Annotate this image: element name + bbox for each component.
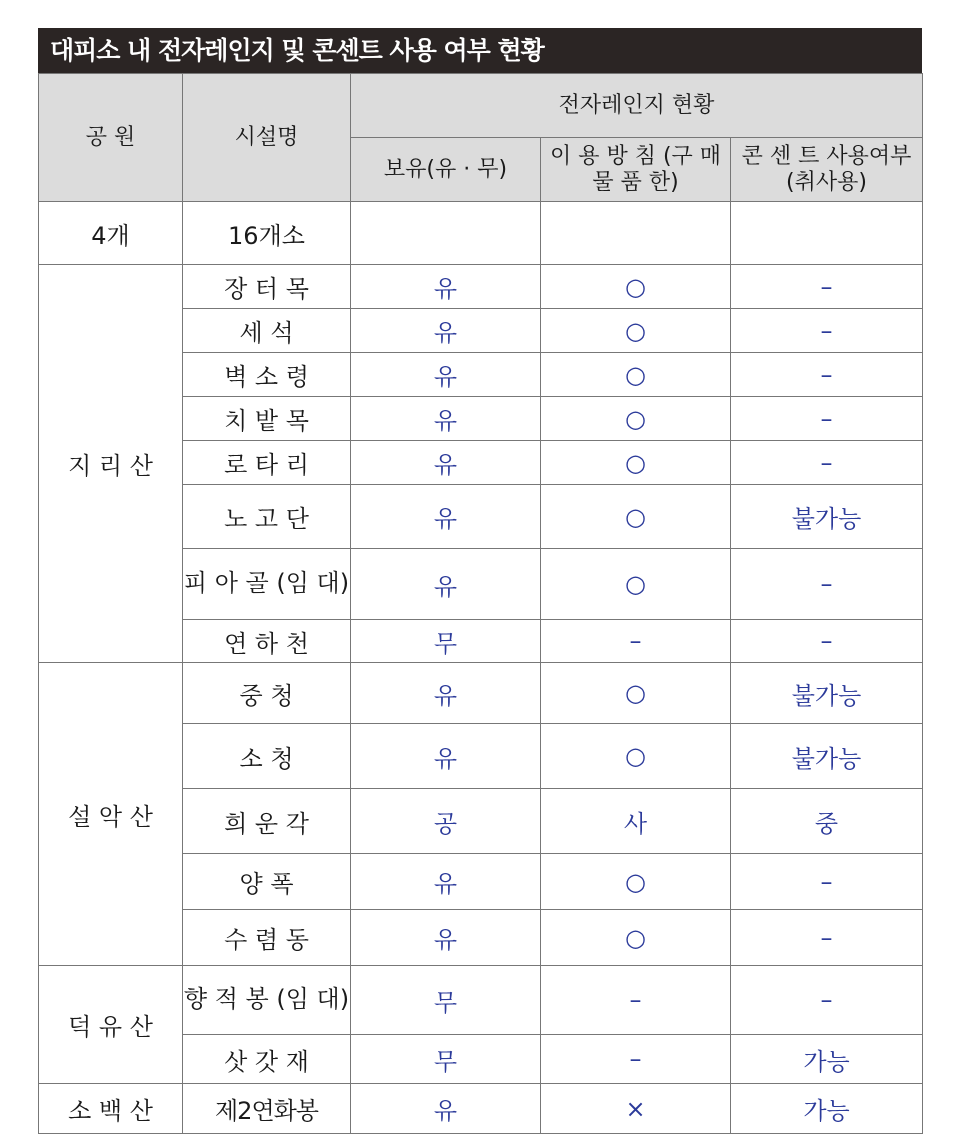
park-cell: 지 리 산 — [39, 265, 183, 663]
policy-cell: ○ — [541, 441, 731, 485]
own-cell: 유 — [351, 724, 541, 789]
outlet-cell: – — [731, 441, 923, 485]
outlet-cell: 중 — [731, 789, 923, 854]
table-row — [39, 663, 923, 724]
outlet-cell: – — [731, 966, 923, 1035]
own-cell: 유 — [351, 854, 541, 910]
policy-cell: – — [541, 620, 731, 663]
outlet-cell: 불가능 — [731, 724, 923, 789]
table-row — [39, 1084, 923, 1134]
facility-cell: 삿 갓 재 — [183, 1035, 351, 1084]
policy-cell: ○ — [541, 397, 731, 441]
policy-cell: 사 — [541, 789, 731, 854]
summary-row — [39, 202, 923, 265]
own-cell: 유 — [351, 1084, 541, 1134]
own-cell: 유 — [351, 397, 541, 441]
policy-cell: ○ — [541, 265, 731, 309]
header-policy: 이 용 방 침 (구 매 물 품 한) — [541, 138, 731, 202]
outlet-cell: 불가능 — [731, 663, 923, 724]
facility-cell: 장 터 목 — [183, 265, 351, 309]
policy-cell: ○ — [541, 854, 731, 910]
own-cell: 유 — [351, 549, 541, 620]
status-table — [38, 73, 923, 1134]
facility-cell: 피 아 골 (임 대) — [183, 549, 351, 620]
own-cell: 유 — [351, 910, 541, 966]
policy-cell: – — [541, 1035, 731, 1084]
own-cell: 무 — [351, 966, 541, 1035]
policy-cell: × — [541, 1084, 731, 1134]
header-microwave-group: 전자레인지 현황 — [351, 74, 923, 138]
own-cell: 유 — [351, 485, 541, 549]
own-cell: 유 — [351, 309, 541, 353]
outlet-cell: – — [731, 910, 923, 966]
facility-cell: 벽 소 령 — [183, 353, 351, 397]
outlet-cell: – — [731, 397, 923, 441]
own-cell: 무 — [351, 1035, 541, 1084]
policy-cell: ○ — [541, 910, 731, 966]
facility-cell: 로 타 리 — [183, 441, 351, 485]
facility-cell: 희 운 각 — [183, 789, 351, 854]
facility-cell: 제2연화봉 — [183, 1084, 351, 1134]
facility-cell: 노 고 단 — [183, 485, 351, 549]
facility-cell: 소 청 — [183, 724, 351, 789]
facility-cell: 중 청 — [183, 663, 351, 724]
park-cell: 덕 유 산 — [39, 966, 183, 1084]
outlet-cell: 가능 — [731, 1084, 923, 1134]
policy-cell: ○ — [541, 485, 731, 549]
facility-cell: 양 폭 — [183, 854, 351, 910]
facility-cell: 세 석 — [183, 309, 351, 353]
park-cell: 설 악 산 — [39, 663, 183, 966]
header-own: 보유(유 · 무) — [351, 138, 541, 202]
policy-cell: ○ — [541, 724, 731, 789]
table-title: 대피소 내 전자레인지 및 콘센트 사용 여부 현황 — [38, 28, 922, 73]
table-row — [39, 265, 923, 309]
outlet-cell: – — [731, 353, 923, 397]
outlet-cell: – — [731, 854, 923, 910]
facility-cell: 수 렴 동 — [183, 910, 351, 966]
outlet-cell: – — [731, 309, 923, 353]
own-cell: 유 — [351, 265, 541, 309]
facility-cell: 연 하 천 — [183, 620, 351, 663]
header-park: 공 원 — [39, 74, 183, 202]
facility-cell: 향 적 봉 (임 대) — [183, 966, 351, 1035]
header-outlet: 콘 센 트 사용여부(취사용) — [731, 138, 923, 202]
park-cell: 소 백 산 — [39, 1084, 183, 1134]
outlet-cell: – — [731, 265, 923, 309]
summary-facility: 16개소 — [183, 202, 351, 265]
policy-cell: ○ — [541, 549, 731, 620]
summary-policy — [541, 202, 731, 265]
table-row — [39, 966, 923, 1035]
policy-cell: ○ — [541, 309, 731, 353]
outlet-cell: 가능 — [731, 1035, 923, 1084]
summary-own — [351, 202, 541, 265]
policy-cell: ○ — [541, 663, 731, 724]
outlet-cell: – — [731, 620, 923, 663]
facility-cell: 치 밭 목 — [183, 397, 351, 441]
own-cell: 유 — [351, 353, 541, 397]
own-cell: 유 — [351, 441, 541, 485]
summary-outlet — [731, 202, 923, 265]
own-cell: 유 — [351, 663, 541, 724]
own-cell: 공 — [351, 789, 541, 854]
policy-cell: – — [541, 966, 731, 1035]
summary-park: 4개 — [39, 202, 183, 265]
outlet-cell: – — [731, 549, 923, 620]
own-cell: 무 — [351, 620, 541, 663]
policy-cell: ○ — [541, 353, 731, 397]
outlet-cell: 불가능 — [731, 485, 923, 549]
header-facility: 시설명 — [183, 74, 351, 202]
